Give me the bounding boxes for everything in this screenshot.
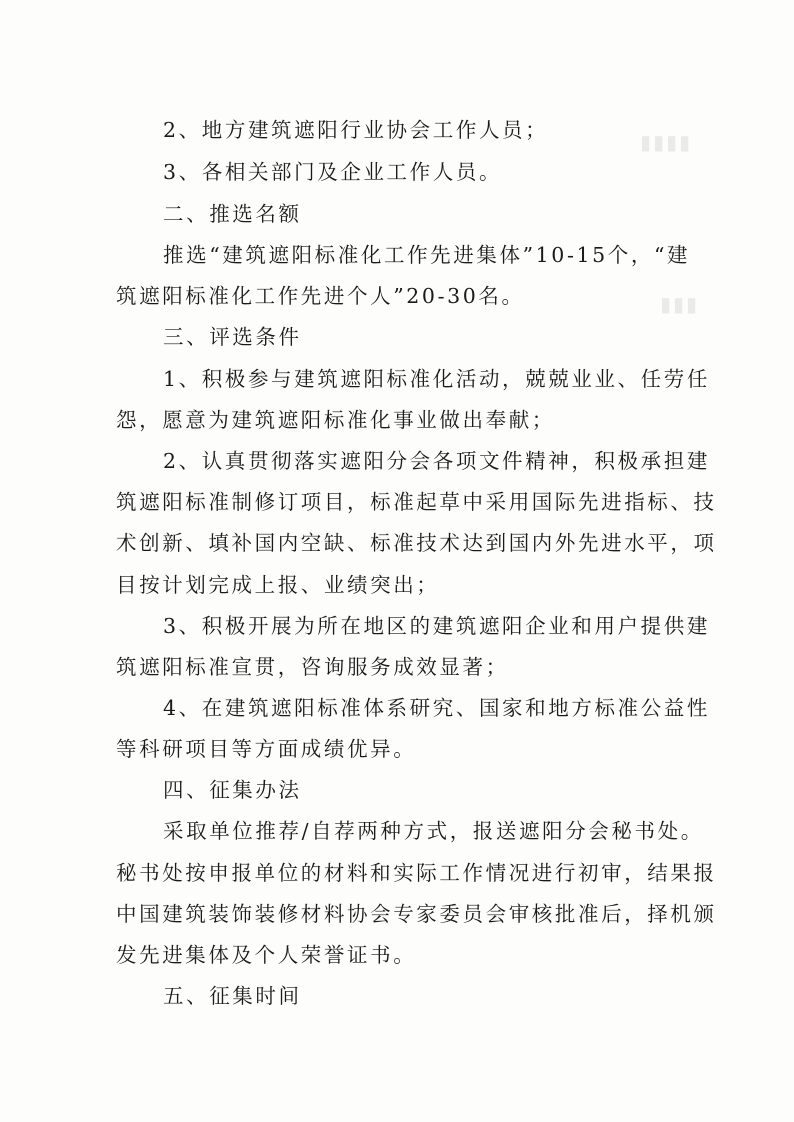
paragraph-line: 发先进集体及个人荣誉证书。 [116,943,417,967]
section-heading-method: 四、征集办法 [163,778,302,802]
paragraph-line: 术创新、填补国内空缺、标准技术达到国内外先进水平，项 [116,531,717,555]
section-heading-criteria: 三、评选条件 [163,325,302,349]
paragraph-line: 秘书处按申报单位的材料和实际工作情况进行初审，结果报 [116,861,717,885]
paragraph-line: 筑遮阳标准制修订项目，标准起草中采用国际先进指标、技 [116,490,717,514]
paragraph-line: 采取单位推荐/自荐两种方式，报送遮阳分会秘书处。 [163,819,704,843]
paragraph-line: 筑遮阳标准宣贯，咨询服务成效显著； [116,655,509,679]
criteria-item-4: 4、在建筑遮阳标准体系研究、国家和地方标准公益性 [163,696,710,720]
audience-item-2: 2、地方建筑遮阳行业协会工作人员； [163,118,549,142]
show-through-mark: ▮▮▮▮ [640,130,693,154]
criteria-item-2: 2、认真贯彻落实遮阳分会各项文件精神，积极承担建 [163,449,710,473]
paragraph-line: 推选“建筑遮阳标准化工作先进集体”10-15个，“建 [163,243,691,267]
section-heading-quota: 二、推选名额 [163,202,302,226]
criteria-item-3: 3、积极开展为所在地区的建筑遮阳企业和用户提供建 [163,614,710,638]
paragraph-line: 怨，愿意为建筑遮阳标准化事业做出奉献； [116,408,555,432]
paragraph-line: 等科研项目等方面成绩优异。 [116,737,417,761]
paragraph-line: 中国建筑装饰装修材料协会专家委员会审核批准后，择机颁 [116,902,717,926]
criteria-item-1: 1、积极参与建筑遮阳标准化活动，兢兢业业、任劳任 [163,367,710,391]
audience-item-3: 3、各相关部门及企业工作人员。 [163,160,503,184]
show-through-mark: ▮▮▮ [660,292,700,316]
paragraph-line: 筑遮阳标准化工作先进个人”20-30名。 [116,284,525,308]
section-heading-time: 五、征集时间 [163,984,302,1008]
paragraph-line: 目按计划完成上报、业绩突出； [116,573,440,597]
